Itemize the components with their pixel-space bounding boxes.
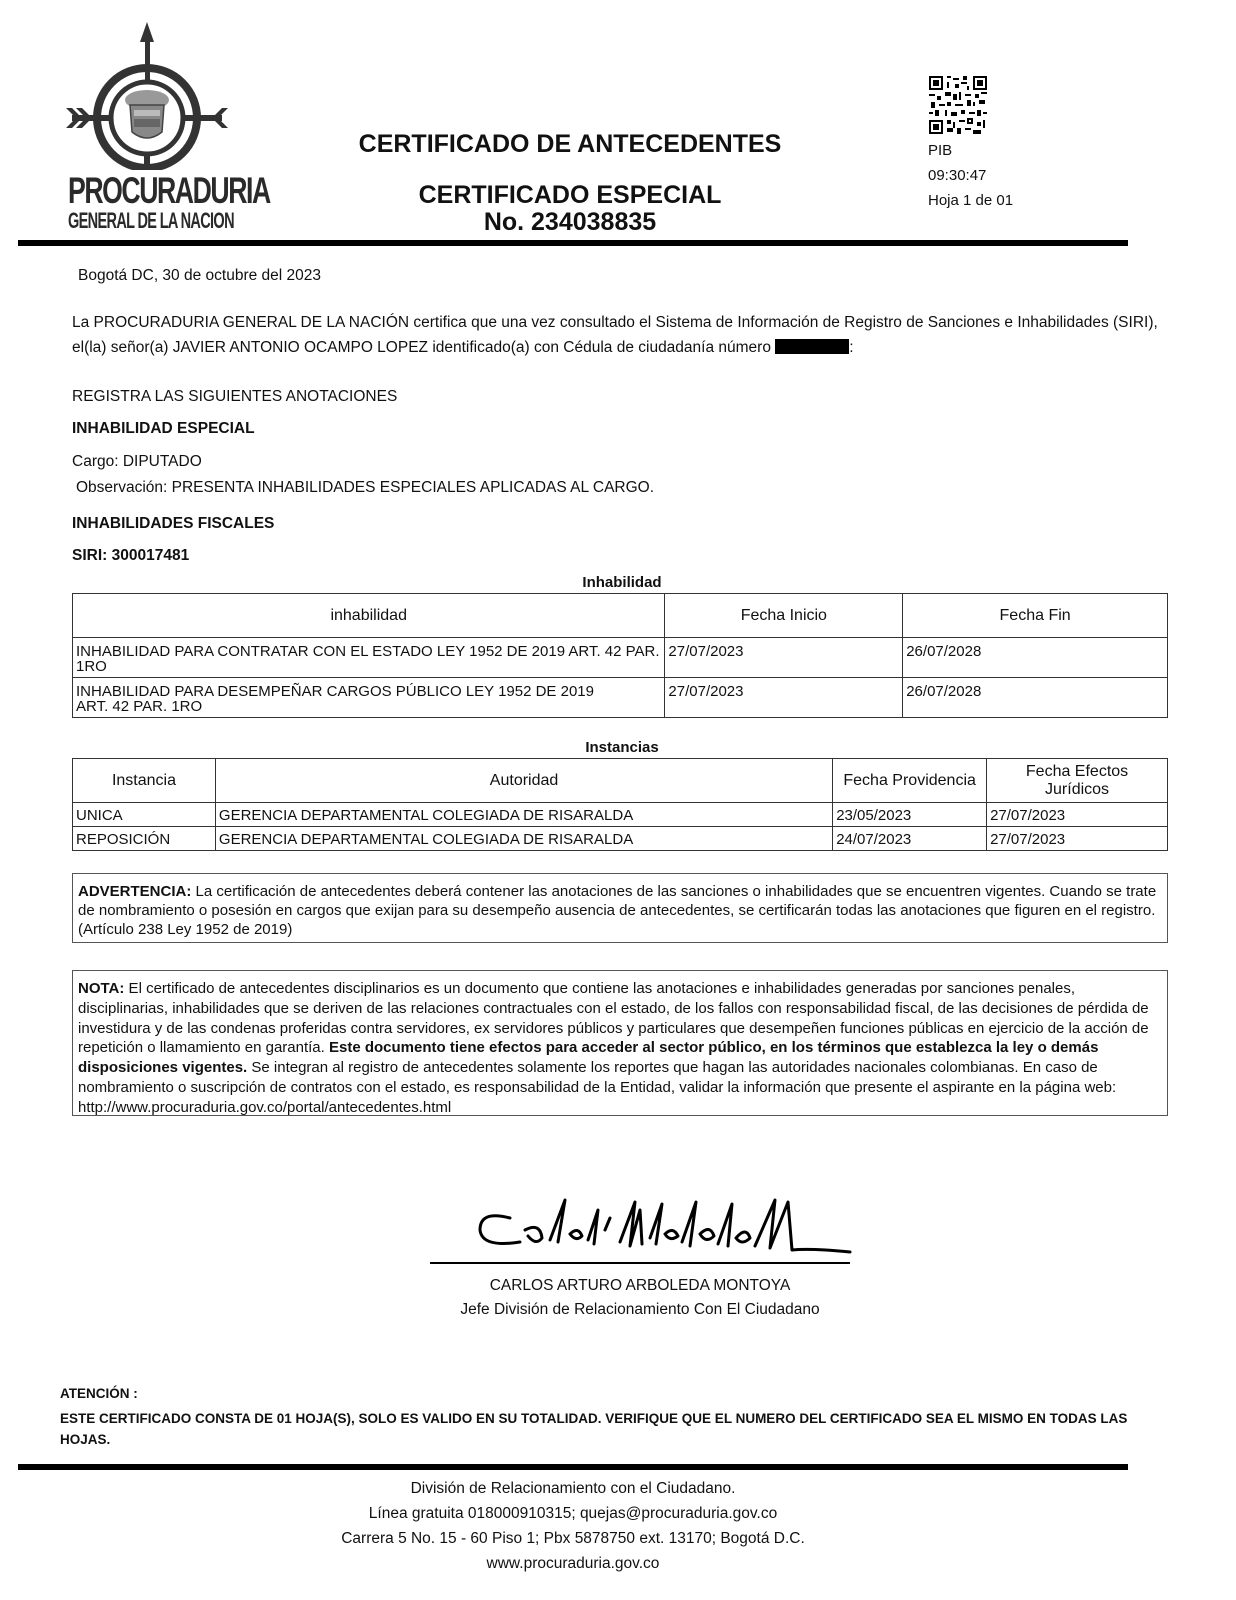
instancias-table-caption: Instancias [585,739,659,756]
footer [18,1476,1128,1576]
table-cell: 26/07/2028 [903,638,1168,678]
table-row [73,678,1168,718]
procuraduria-logo [62,20,270,238]
meta-time: 09:30:47 [928,167,987,184]
siri-number: SIRI: 300017481 [72,547,190,564]
table-cell: 24/07/2023 [833,827,987,851]
footer-contact: Línea gratuita 018000910315; quejas@procuraduria.gov.co [368,1505,778,1522]
table-header-row [73,594,1168,638]
table-cell: 27/07/2023 [665,638,903,678]
instancias-table [72,758,1168,851]
table-header-row [73,759,1168,803]
footer-website: www.procuraduria.gov.co [486,1555,660,1572]
meta-code: PIB [928,142,953,159]
certificate-heading [300,182,840,236]
nota-box [72,970,1168,1116]
table-cell: INHABILIDAD PARA CONTRATAR CON EL ESTADO LEY 1952 DE 2019 ART. 42 PAR. 1RO [73,638,665,678]
table-cell: 27/07/2023 [987,803,1168,827]
signer-title: Jefe División de Relacionamiento Con El Ciudadano [460,1301,820,1318]
footer-address: Carrera 5 No. 15 - 60 Piso 1; Pbx 5878750 ext. 13170; Bogotá D.C. [341,1530,805,1547]
column-header: Instancia [73,759,216,803]
atencion-label: ATENCIÓN : [60,1386,138,1401]
advertencia-label: ADVERTENCIA: [78,883,192,900]
observacion-text: Observación: PRESENTA INHABILIDADES ESPECIALES APLICADAS AL CARGO. [76,479,655,496]
footer-division: División de Relacionamiento con el Ciudadano. [410,1480,736,1497]
table-cell: REPOSICIÓN [73,827,216,851]
column-header: Fecha Efectos Jurídicos [987,759,1168,803]
nota-text-end: Se integran al registro de antecedentes solamente los reportes que hagan las autoridades nacionales colombianas. En caso de nombramiento o suscripción de contratos con el estado, es responsabilidad de la Entidad, validar la información que presente el aspirante en la página web: http://www.procuraduria.gov.co/portal/antecedentes.html [78,1059,1117,1116]
document-title: CERTIFICADO DE ANTECEDENTES [358,130,782,158]
cargo-text: Cargo: DIPUTADO [72,453,202,470]
table-cell: GERENCIA DEPARTAMENTAL COLEGIADA DE RISARALDA [215,827,832,851]
inhabilidades-fiscales-heading: INHABILIDADES FISCALES [72,515,275,532]
table-row [73,827,1168,851]
signature-icon [470,1190,870,1260]
table-cell: GERENCIA DEPARTAMENTAL COLEGIADA DE RISARALDA [215,803,832,827]
column-header: Fecha Providencia [833,759,987,803]
logo-text-procuraduria: PROCURADURIA [68,170,270,211]
registra-heading: REGISTRA LAS SIGUIENTES ANOTACIONES [72,388,398,405]
advertencia-box [72,873,1168,943]
footer-divider [18,1464,1128,1470]
table-row [73,803,1168,827]
column-header: Autoridad [215,759,832,803]
table-cell: 26/07/2028 [903,678,1168,718]
nota-label: NOTA: [78,980,125,997]
header-divider [18,240,1128,246]
signer-name: CARLOS ARTURO ARBOLEDA MONTOYA [489,1277,791,1294]
signature-line [430,1262,850,1264]
qr-code-icon [928,76,988,134]
table-cell: 27/07/2023 [665,678,903,718]
atencion-text: ESTE CERTIFICADO CONSTA DE 01 HOJA(S), SOLO ES VALIDO EN SU TOTALIDAD. VERIFIQUE QUE EL NUMERO DEL CERTIFICADO SEA EL MISMO EN TODAS LAS HOJAS. [60,1411,1128,1447]
intro-paragraph [72,310,1172,360]
column-header: Fecha Inicio [665,594,903,638]
nota-text: El certificado de antecedentes disciplinarios es un documento que contiene las anotaciones e inhabilidades generadas por sanciones penales, disciplinarias, inhabilidades que se deriven de las relaciones contractuales con el estado, de los fallos con responsabilidad fiscal, de las decisiones de pérdida de investidura y de las condenas proferidas contra servidores, ex servidores públicos y particulares que desempeñen funciones públicas en ejercicio de la acción de repetición o llamamiento en garantía. [78,980,1149,1057]
column-header: inhabilidad [73,594,665,638]
column-header: Fecha Fin [903,594,1168,638]
inhabilidad-especial-heading: INHABILIDAD ESPECIAL [72,420,255,437]
meta-page: Hoja 1 de 01 [928,192,1014,209]
certificate-type: CERTIFICADO ESPECIAL [418,181,722,209]
intro-text: La PROCURADURIA GENERAL DE LA NACIÓN certifica que una vez consultado el Sistema de Información de Registro de Sanciones e Inhabilidades (SIRI), el(la) señor(a) JAVIER ANTONIO OCAMPO LOPEZ identificado(a) con Cédula de ciudadanía número [72,314,1158,356]
logo-text-general: GENERAL DE LA NACION [68,208,234,233]
place-date: Bogotá DC, 30 de octubre del 2023 [78,267,322,284]
table-cell: UNICA [73,803,216,827]
crosshair-coat-of-arms-icon [62,20,232,170]
table-cell: 23/05/2023 [833,803,987,827]
intro-text-end: : [849,339,854,356]
table-cell: 27/07/2023 [987,827,1168,851]
inhabilidad-table [72,593,1168,718]
table-cell: INHABILIDAD PARA DESEMPEÑAR CARGOS PÚBLICO LEY 1952 DE 2019 ART. 42 PAR. 1RO [73,678,665,718]
nota-bold-text: Este documento tiene efectos para acceder al sector público, en los términos que establezca la ley o demás disposiciones vigentes. [78,1039,1099,1077]
advertencia-text: La certificación de antecedentes deberá contener las anotaciones de las sanciones o inhabilidades que se encuentren vigentes. Cuando se trate de nombramiento o posesión en cargos que exijan para su desempeño ausencia de antecedentes, se certificarán todas las anotaciones que figuren en el registro. (Artículo 238 Ley 1952 de 2019) [78,883,1157,938]
certificate-number: No. 234038835 [483,208,657,236]
redacted-id-number [775,339,849,354]
document-meta [928,138,1013,213]
table-row [73,638,1168,678]
inhabilidad-table-caption: Inhabilidad [582,574,662,591]
